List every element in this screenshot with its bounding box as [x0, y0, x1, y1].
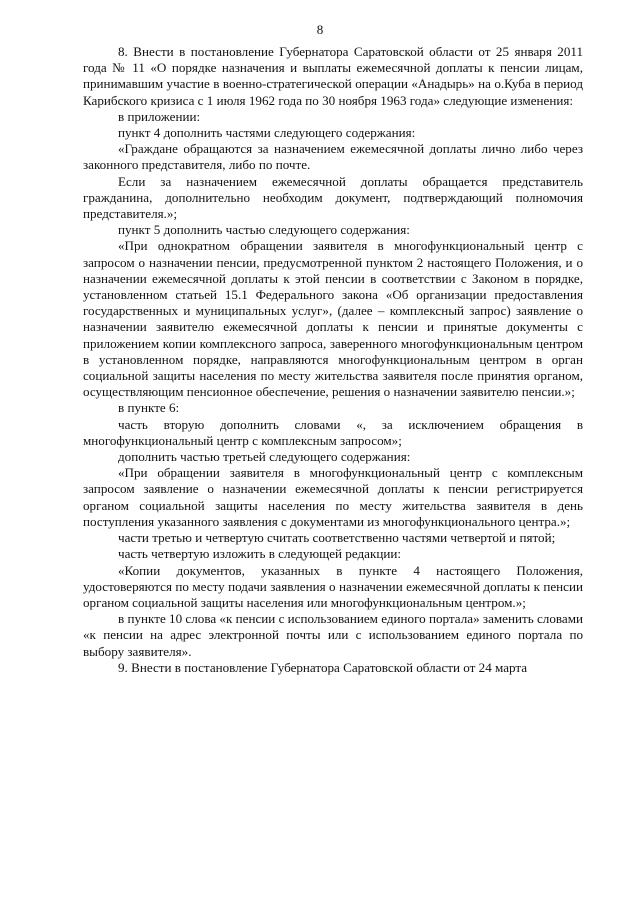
paragraph-quote-copies: «Копии документов, указанных в пункте 4 настоящего Положения, удостоверяются по месту подачи заявления о назначении ежемесячной доплаты к пенсии органом социальной защиты населения или многофункциональным центром.»;: [83, 562, 583, 610]
paragraph-point-5: пункт 5 дополнить частью следующего содержания:: [118, 222, 410, 238]
paragraph-quote-citizens: «Граждане обращаются за назначением ежемесячной доплаты лично либо через законного представителя, либо по почте.: [83, 141, 583, 173]
paragraph-item-8: 8. Внести в постановление Губернатора Саратовской области от 25 января 2011 года № 11 «О порядке назначения и выплаты ежемесячной доплаты к пенсии лицам, принимавшим участие в военно-стратегической операции «Анадырь» на о.Куба в период Карибского кризиса с 1 июля 1962 года по 30 ноября 1963 года» следующие изменения:: [83, 44, 583, 108]
document-body: [83, 44, 583, 676]
paragraph-annex: в приложении:: [118, 108, 201, 124]
paragraph-representative: Если за назначением ежемесячной доплаты обращается представитель гражданина, дополнительно необходим документ, подтверждающий полномочия представителя.»;: [83, 173, 583, 222]
paragraph-add-part-three: дополнить частью третьей следующего содержания:: [118, 449, 411, 465]
paragraph-quote-complex-request: «При однократном обращении заявителя в многофункциональный центр с запросом о назначении пенсии, предусмотренной пунктом 2 настоящего Положения, и о назначении ежемесячной доплаты к этой пенсии в соответствии с Законом в порядке, установленном статьей 15.1 Федерального закона «Об организации предоставления государственных и муниципальных услуг», (далее – комплексный запрос) заявление о назначении заявителю ежемесячной доплаты к пенсии и принятые документы с приложением копии комплексного запроса, заверенного многофункциональным центром в установленном порядке, направляются многофункциональным центром в орган социальной защиты населения по месту жительства заявителя после принятия органом, осуществляющим пенсионное обеспечение, решения о назначении заявителю пенсии.»;: [83, 238, 583, 400]
page-number: 8: [316, 22, 324, 37]
paragraph-renumber: части третью и четвертую считать соответственно частями четвертой и пятой;: [118, 530, 556, 546]
paragraph-point-6: в пункте 6:: [118, 400, 180, 416]
paragraph-point-4: пункт 4 дополнить частями следующего содержания:: [118, 125, 416, 141]
paragraph-point-10: в пункте 10 слова «к пенсии с использованием единого портала» заменить словами «к пенсии на адрес электронной почты или с использованием единого портала по выбору заявителя».: [83, 611, 583, 659]
paragraph-part-two: часть вторую дополнить словами «, за исключением обращения в многофункциональный центр с комплексным запросом»;: [83, 416, 583, 448]
paragraph-item-9: 9. Внести в постановление Губернатора Саратовской области от 24 марта: [118, 659, 528, 675]
paragraph-quote-registration: «При обращении заявителя в многофункциональный центр с комплексным запросом заявление о назначении ежемесячной доплаты к пенсии регистрируется органом социальной защиты населения по месту жительства заявителя в день поступления указанного заявления с документами из многофункционального центра.»;: [83, 465, 583, 529]
paragraph-part-four: часть четвертую изложить в следующей редакции:: [118, 546, 401, 562]
